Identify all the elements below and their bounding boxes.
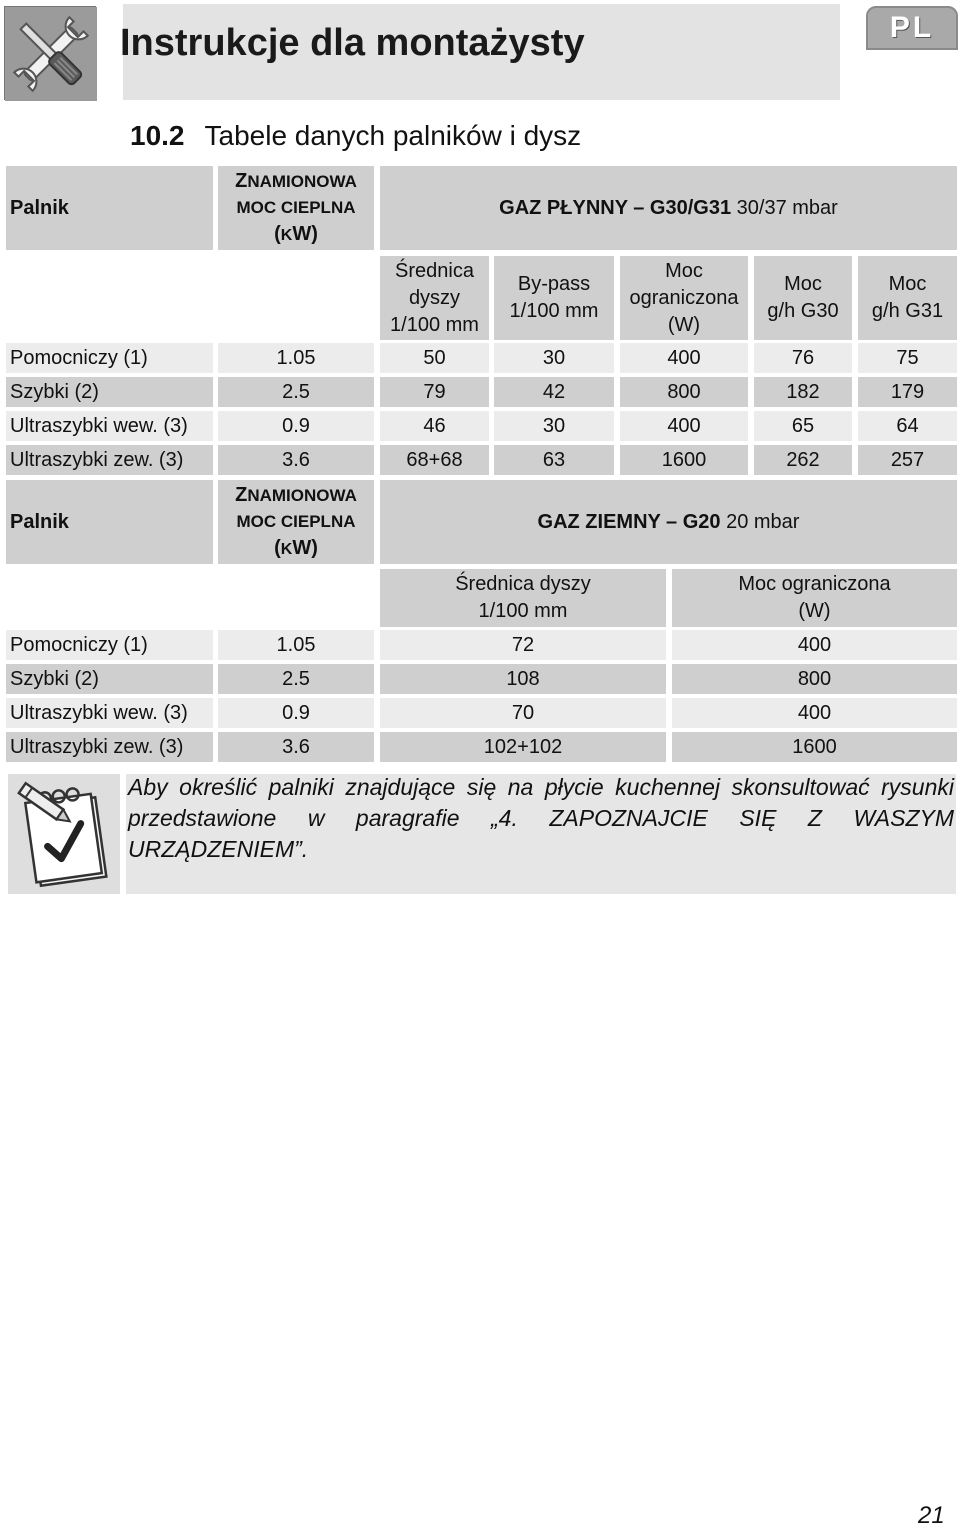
lpg-cell-bypass: 30 bbox=[494, 411, 614, 441]
lpg-cell-reduced: 400 bbox=[620, 411, 748, 441]
ng-header-gas: GAZ ZIEMNY – G20 20 mbar bbox=[380, 480, 957, 564]
lpg-cell-g30: 262 bbox=[754, 445, 852, 475]
lpg-cell-reduced: 800 bbox=[620, 377, 748, 407]
ng-cell-burner: Szybki (2) bbox=[6, 664, 213, 694]
lpg-cell-bypass: 30 bbox=[494, 343, 614, 373]
ng-cell-power: 2.5 bbox=[218, 664, 374, 694]
ng-cell-burner: Ultraszybki wew. (3) bbox=[6, 698, 213, 728]
lpg-cell-burner: Ultraszybki zew. (3) bbox=[6, 445, 213, 475]
language-badge bbox=[866, 6, 958, 50]
lpg-cell-reduced: 400 bbox=[620, 343, 748, 373]
ng-cell-reduced: 800 bbox=[672, 664, 957, 694]
lpg-cell-g30: 76 bbox=[754, 343, 852, 373]
lpg-subheader-nozzle: Średnica dyszy 1/100 mm bbox=[380, 256, 489, 340]
page-number: 21 bbox=[918, 1502, 945, 1529]
ng-cell-nozzle: 102+102 bbox=[380, 732, 666, 762]
lpg-cell-g31: 179 bbox=[858, 377, 957, 407]
note-text: Aby określić palniki znajdujące się na płycie kuchennej skonsultować rysunki przedstawione w paragrafie „4. ZAPOZNAJCIE SIĘ Z WASZYM URZĄDZENIEM”. bbox=[128, 774, 954, 862]
lpg-cell-power: 3.6 bbox=[218, 445, 374, 475]
section-number: 10.2 bbox=[130, 120, 185, 151]
lpg-header-gas: GAZ PŁYNNY – G30/G31 30/37 mbar bbox=[380, 166, 957, 250]
ng-cell-power: 3.6 bbox=[218, 732, 374, 762]
ng-cell-nozzle: 70 bbox=[380, 698, 666, 728]
ng-cell-power: 1.05 bbox=[218, 630, 374, 660]
lpg-cell-g30: 182 bbox=[754, 377, 852, 407]
lpg-cell-power: 1.05 bbox=[218, 343, 374, 373]
lpg-cell-g31: 75 bbox=[858, 343, 957, 373]
ng-cell-reduced: 400 bbox=[672, 698, 957, 728]
ng-cell-reduced: 400 bbox=[672, 630, 957, 660]
language-badge-label: PL bbox=[889, 11, 935, 44]
ng-cell-power: 0.9 bbox=[218, 698, 374, 728]
ng-cell-reduced: 1600 bbox=[672, 732, 957, 762]
ng-header-rated-power: ZNAMIONOWA MOC CIEPLNA (KW) bbox=[218, 480, 374, 564]
lpg-cell-bypass: 42 bbox=[494, 377, 614, 407]
lpg-subheader-g31: Moc g/h G31 bbox=[858, 256, 957, 340]
lpg-cell-burner: Szybki (2) bbox=[6, 377, 213, 407]
ng-header-burner: Palnik bbox=[6, 480, 213, 564]
ng-cell-burner: Pomocniczy (1) bbox=[6, 630, 213, 660]
lpg-cell-burner: Pomocniczy (1) bbox=[6, 343, 213, 373]
lpg-cell-g31: 64 bbox=[858, 411, 957, 441]
ng-subheader-nozzle: Średnica dyszy 1/100 mm bbox=[380, 569, 666, 627]
lpg-cell-g30: 65 bbox=[754, 411, 852, 441]
section-heading bbox=[130, 120, 581, 152]
lpg-cell-nozzle: 50 bbox=[380, 343, 489, 373]
lpg-cell-nozzle: 68+68 bbox=[380, 445, 489, 475]
section-title: Tabele danych palników i dysz bbox=[204, 120, 582, 151]
wrench-screwdriver-icon bbox=[4, 6, 96, 100]
lpg-cell-g31: 257 bbox=[858, 445, 957, 475]
lpg-header-burner: Palnik bbox=[6, 166, 213, 250]
ng-subheader-reduced: Moc ograniczona (W) bbox=[672, 569, 957, 627]
lpg-cell-power: 2.5 bbox=[218, 377, 374, 407]
page-title: Instrukcje dla montażysty bbox=[120, 22, 585, 64]
lpg-subheader-g30: Moc g/h G30 bbox=[754, 256, 852, 340]
lpg-subheader-reduced: Moc ograniczona (W) bbox=[620, 256, 748, 340]
notepad-checkmark-icon bbox=[8, 774, 120, 894]
ng-cell-nozzle: 108 bbox=[380, 664, 666, 694]
lpg-subheader-bypass: By-pass 1/100 mm bbox=[494, 256, 614, 340]
lpg-cell-burner: Ultraszybki wew. (3) bbox=[6, 411, 213, 441]
lpg-cell-bypass: 63 bbox=[494, 445, 614, 475]
ng-cell-nozzle: 72 bbox=[380, 630, 666, 660]
lpg-cell-power: 0.9 bbox=[218, 411, 374, 441]
lpg-cell-nozzle: 46 bbox=[380, 411, 489, 441]
ng-cell-burner: Ultraszybki zew. (3) bbox=[6, 732, 213, 762]
lpg-cell-nozzle: 79 bbox=[380, 377, 489, 407]
lpg-cell-reduced: 1600 bbox=[620, 445, 748, 475]
lpg-header-rated-power: ZNAMIONOWA MOC CIEPLNA (KW) bbox=[218, 166, 374, 250]
